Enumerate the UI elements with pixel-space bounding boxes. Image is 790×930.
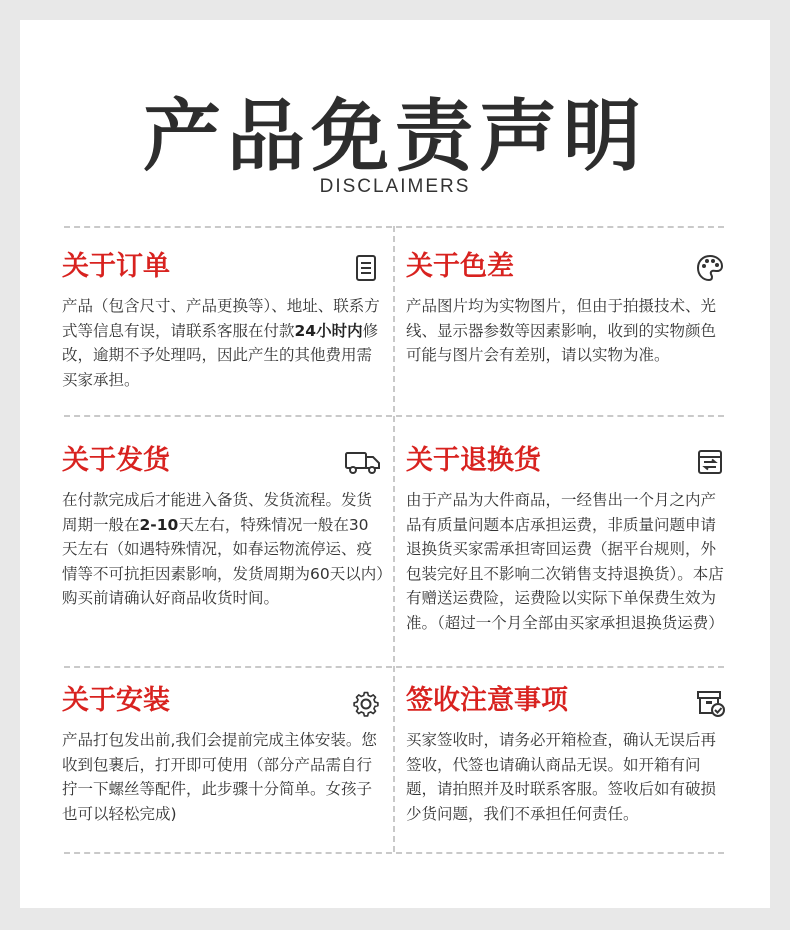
- section-title: 关于发货: [62, 445, 170, 476]
- gear-icon: [350, 686, 382, 718]
- disclaimer-card: [20, 20, 770, 908]
- section-title: 关于退换货: [406, 445, 541, 476]
- section-title: 关于色差: [406, 251, 514, 282]
- body-text: 天左右，特殊情况一般在30天左右（如遇特殊情况，如春运物流停运、疫情等不可抗拒因素影响，发货周期为60天以内）购买前请确认好商品收货时间。: [62, 515, 384, 607]
- body-highlight: 24小时内: [294, 321, 363, 340]
- divider-vertical: [393, 226, 395, 852]
- page-title: 产品免责声明: [142, 92, 647, 182]
- section-body: [406, 294, 728, 368]
- palette-icon: [694, 252, 726, 284]
- section-title: 签收注意事项: [406, 685, 568, 716]
- package-check-icon: [694, 686, 726, 718]
- body-text: 由于产品为大件商品，一经售出一个月之内产品有质量问题本店承担运费，非质量问题申请退换货买家需承担寄回运费（据平台规则，外包装完好且不影响二次销售支持退换货）。本店有赠送运费险，运费险以实际下单保费生效为准。（超过一个月全部由买家承担退换货运费）: [406, 491, 724, 632]
- section-body: [62, 294, 384, 392]
- return-box-icon: [694, 446, 726, 478]
- section-title: 关于安装: [62, 685, 170, 716]
- truck-icon: [344, 446, 382, 478]
- section-body: [406, 728, 728, 826]
- divider-bottom: [64, 852, 724, 854]
- body-text: 买家签收时，请务必开箱检查，确认无误后再签收，代签也请确认商品无误。如开箱有问题，请拍照并及时联系客服。签收后如有破损少货问题，我们不承担任何责任。: [406, 731, 717, 823]
- body-text: 产品（包含尺寸、产品更换等）、地址、联系方式等信息有误，请联系客服在付款: [62, 297, 380, 340]
- body-highlight: 2-10: [139, 515, 179, 534]
- body-text: 在付款完成后才能进入备货、发货流程。发货周期一般在: [62, 491, 373, 534]
- body-text: 修改，逾期不予处理吗，因此产生的其他费用需买家承担。: [62, 321, 379, 389]
- document-icon: [350, 252, 382, 284]
- section-body: [62, 728, 384, 826]
- section-body: [406, 488, 728, 635]
- page-subtitle: DISCLAIMERS: [319, 176, 471, 197]
- body-text: 产品打包发出前,我们会提前完成主体安装。您收到包裹后，打开即可使用（部分产品需自行拧一下螺丝等配件，此步骤十分简单。女孩子也可以轻松完成): [62, 731, 377, 823]
- section-title: 关于订单: [62, 251, 170, 282]
- body-text: 产品图片均为实物图片，但由于拍摄技术、光线、显示器参数等因素影响，收到的实物颜色可能与图片会有差别，请以实物为准。: [406, 297, 717, 364]
- section-body: [62, 488, 384, 611]
